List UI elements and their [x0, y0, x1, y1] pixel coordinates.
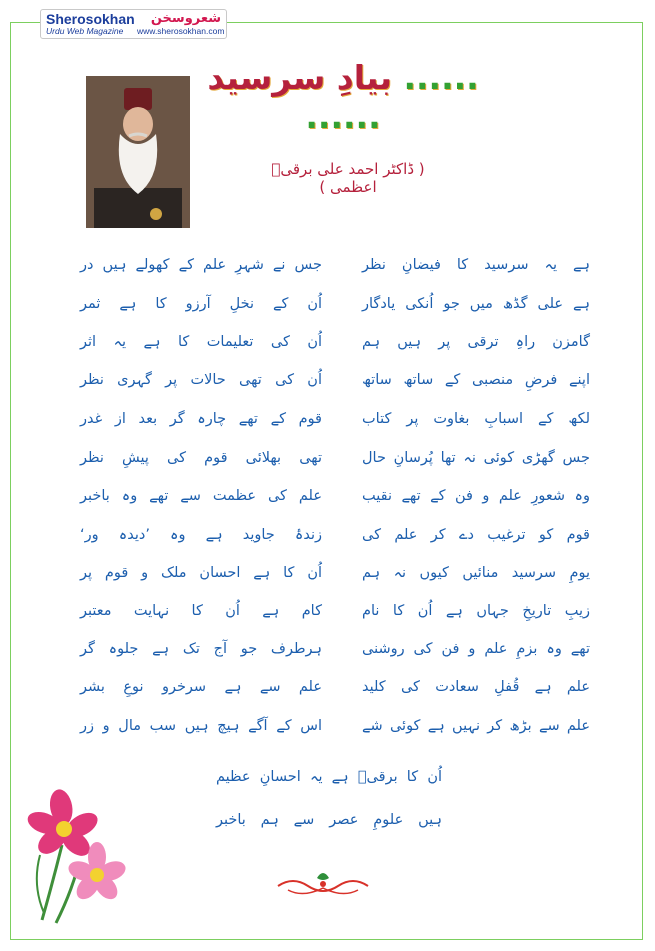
- verse-11-b: ہرطرف جو آج تک ہے جلوہ گر: [80, 641, 322, 657]
- verse-3-b: اُن کی تعلیمات کا ہے یہ اثر: [80, 334, 322, 350]
- verse-5-a: لکھ کے اسبابِ بغاوت پر کتاب: [362, 411, 590, 427]
- verse-7-b: علم کی عظمت سے تھے وہ باخبر: [80, 488, 322, 504]
- verse-10-a: زیبِ تاریخِ جہاں ہے اُن کا نام: [362, 603, 590, 619]
- verse-12-b: علم سے ہے سرخرو نوعِ بشر: [80, 679, 322, 695]
- verse-3-a: گامزن راہِ ترقی پر ہیں ہم: [362, 334, 590, 350]
- verse-13-a: علم سے بڑھ کر نہیں ہے کوئی شے: [362, 718, 590, 734]
- verse-7-a: وہ شعورِ علم و فن کے تھے نقیب: [362, 488, 590, 504]
- verse-4-a: اپنے فرضِ منصبی کے ساتھ ساتھ: [362, 372, 590, 388]
- verse-2-a: ہے علی گڈھ میں جو اُنکی یادگار: [362, 296, 590, 312]
- portrait-image: [86, 76, 190, 228]
- verse-2-b: اُن کے نخلِ آرزو کا ہے ثمر: [80, 296, 322, 312]
- flower-illustration: [22, 785, 132, 925]
- title-text: بیادِ سرسید: [207, 58, 392, 97]
- verse-8-a: قوم کو ترغیب دے کر علم کی: [362, 527, 590, 543]
- verse-12-a: علم ہے قُفلِ سعادت کی کلید: [362, 679, 590, 695]
- logo-brand: Sherosokhan: [46, 11, 135, 27]
- verse-9-b: اُن کا ہے احسان ملک و قوم پر: [80, 565, 322, 581]
- author-name: ( ڈاکٹر احمد علی برقیؔ اعظمی ): [271, 160, 425, 196]
- ornament-divider: [273, 868, 373, 898]
- site-logo[interactable]: [40, 9, 227, 39]
- title-dots-left: ......: [305, 97, 381, 136]
- portrait-illustration: [86, 76, 190, 228]
- ornament-illustration: [273, 868, 373, 898]
- verse-13-b: اس کے آگے ہیچ ہیں سب مال و زر: [80, 718, 322, 734]
- logo-site-url: www.sherosokhan.com: [137, 26, 225, 36]
- verse-1-b: جس نے شہرِ علم کے کھولے ہیں در: [80, 257, 322, 273]
- verse-5-b: قوم کے تھے چارہ گر بعد از غدر: [80, 411, 322, 427]
- flower-decoration: [22, 785, 132, 925]
- verse-8-b: زندۂ جاوید ہے وہ ’دیدہ ور‘: [80, 527, 322, 543]
- logo-brand-urdu: شعروسخن: [150, 11, 221, 26]
- poem-title: [198, 58, 488, 136]
- verse-11-a: تھے وہ بزمِ علم و فن کی روشنی: [362, 641, 590, 657]
- verse-4-b: اُن کی تھی حالات پر گہری نظر: [80, 372, 322, 388]
- verse-9-a: یومِ سرسید منائیں کیوں نہ ہم: [362, 565, 590, 581]
- closing-line-1: اُن کا برقیؔ ہے یہ احسانِ عظیم: [216, 769, 442, 785]
- verse-6-b: تھی بھلائی قوم کی پیشِ نظر: [80, 450, 322, 466]
- closing-line-2: ہیں علومِ عصر سے ہم باخبر: [216, 812, 442, 828]
- title-dots-right: ......: [403, 58, 479, 97]
- verse-6-a: جس گھڑی کوئی نہ تھا پُرسانِ حال: [362, 450, 590, 466]
- logo-tagline: Urdu Web Magazine: [46, 26, 124, 36]
- verse-1-a: ہے یہ سرسید کا فیضانِ نظر: [362, 257, 590, 273]
- verse-10-b: کام ہے اُن کا نہایت معتبر: [80, 603, 322, 619]
